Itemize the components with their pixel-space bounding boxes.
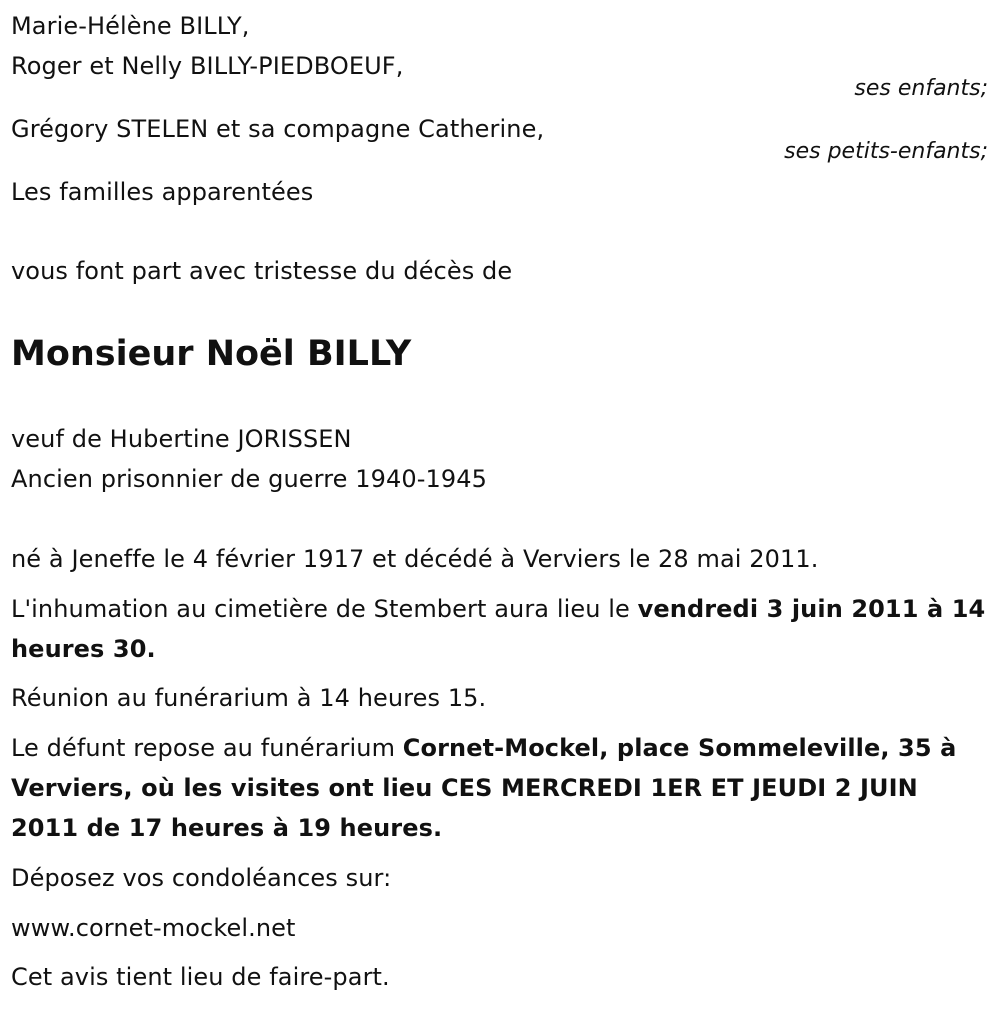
role-children: ses enfants;: [854, 76, 988, 101]
family-member-1: Marie-Hélène BILLY,: [11, 12, 250, 40]
announcement-text: vous font part avec tristesse du décès de: [11, 257, 513, 285]
widower-line: veuf de Hubertine JORISSEN: [11, 425, 352, 453]
family-member-3: Grégory STELEN et sa compagne Catherine,: [11, 115, 545, 143]
deceased-name: Monsieur Noël BILLY: [11, 334, 412, 374]
burial-paragraph: [11, 589, 989, 669]
burial-text: L'inhumation au cimetière de Stembert aura lieu le: [11, 595, 638, 623]
meeting-line: Réunion au funérarium à 14 heures 15.: [11, 684, 487, 712]
related-families: Les familles apparentées: [11, 178, 314, 206]
burial-date: vendredi 3 juin 2011 à 14 heures 30.: [11, 595, 986, 663]
website-link[interactable]: www.cornet-mockel.net: [11, 914, 296, 942]
condolences-line: Déposez vos condoléances sur:: [11, 864, 392, 892]
repose-paragraph: [11, 728, 989, 848]
role-grandchildren: ses petits-enfants;: [784, 139, 988, 164]
prisoner-line: Ancien prisonnier de guerre 1940-1945: [11, 465, 487, 493]
repose-text: Le défunt repose au funérarium: [11, 734, 403, 762]
family-member-2: Roger et Nelly BILLY-PIEDBOEUF,: [11, 52, 404, 80]
birth-death-line: né à Jeneffe le 4 février 1917 et décédé à Verviers le 28 mai 2011.: [11, 545, 819, 573]
repose-details: Cornet-Mockel, place Sommeleville, 35 à Verviers, où les visites ont lieu CES MERCREDI 1ER ET JEUDI 2 JUIN 2011 de 17 heures à 19 heures.: [11, 734, 957, 842]
notice-line: Cet avis tient lieu de faire-part.: [11, 963, 390, 991]
